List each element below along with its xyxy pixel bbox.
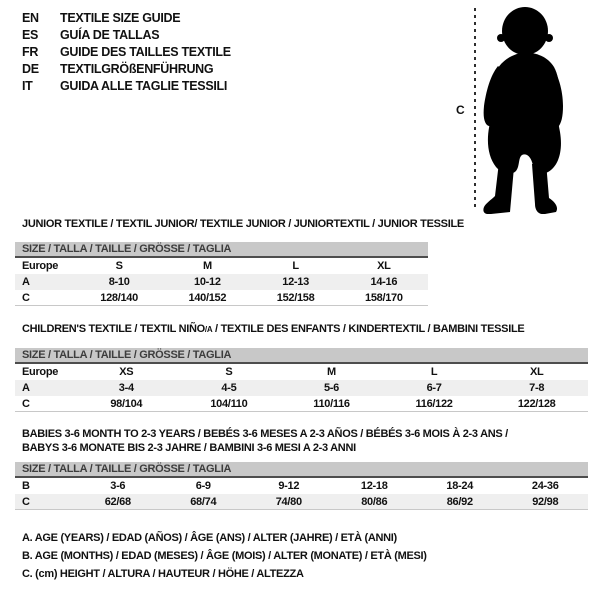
- table-row: [15, 364, 588, 380]
- language-code: ES: [22, 28, 39, 42]
- value-cell: 68/74: [190, 496, 217, 508]
- value-cell: 152/158: [276, 292, 315, 304]
- table-title-text: /A: [204, 325, 213, 334]
- value-cell: 122/128: [517, 398, 556, 410]
- language-code: FR: [22, 45, 39, 59]
- value-cell: 110/116: [313, 398, 350, 410]
- legend-note: B. AGE (MONTHS) / EDAD (MESES) / ÂGE (MOIS) / ALTER (MONATE) / ETÀ (MESI): [22, 550, 427, 562]
- language-title: TEXTILE SIZE GUIDE: [60, 11, 181, 25]
- row-label-cell: Europe: [22, 366, 59, 378]
- language-title: GUIDE DES TAILLES TEXTILE: [60, 45, 231, 59]
- value-cell: 7-8: [529, 382, 545, 394]
- table-row: [15, 380, 588, 396]
- language-code: IT: [22, 79, 33, 93]
- value-cell: 6-7: [426, 382, 442, 394]
- value-cell: 62/68: [104, 496, 131, 508]
- size-table-3: [15, 427, 588, 510]
- value-cell: S: [115, 260, 123, 272]
- language-title: GUÍA DE TALLAS: [60, 28, 160, 42]
- language-row: [22, 27, 231, 44]
- value-cell: 5-6: [323, 382, 339, 394]
- value-cell: 3-4: [118, 382, 134, 394]
- value-cell: 12-13: [282, 276, 309, 288]
- value-cell: M: [327, 366, 336, 378]
- height-measure-label: C: [456, 103, 465, 117]
- value-cell: 18-24: [446, 480, 474, 492]
- value-cell: 128/140: [100, 292, 138, 304]
- language-row: [22, 10, 231, 27]
- row-label-cell: C: [22, 496, 30, 508]
- table-row: [15, 258, 428, 274]
- table-title-line: [22, 217, 464, 231]
- value-cell: XL: [529, 366, 544, 378]
- table-row: [15, 396, 588, 412]
- size-header-bar: SIZE / TALLA / TAILLE / GRÖSSE / TAGLIA: [15, 242, 428, 258]
- value-cell: 14-16: [370, 276, 398, 288]
- value-cell: XS: [119, 366, 134, 378]
- language-code: DE: [22, 62, 39, 76]
- value-cell: 158/170: [365, 292, 403, 304]
- table-title: [15, 427, 588, 455]
- language-row: [22, 61, 231, 78]
- size-header-bar: SIZE / TALLA / TAILLE / GRÖSSE / TAGLIA: [15, 462, 588, 478]
- language-title: TEXTILGRÖßENFÜHRUNG: [60, 62, 214, 76]
- value-cell: S: [225, 366, 233, 378]
- language-row: [22, 44, 231, 61]
- value-cell: M: [202, 260, 212, 272]
- legend-note: C. (cm) HEIGHT / ALTURA / HAUTEUR / HÖHE / ALTEZZA: [22, 568, 304, 580]
- value-cell: 104/110: [210, 398, 248, 410]
- value-cell: 10-12: [194, 276, 221, 288]
- value-cell: 74/80: [275, 496, 302, 508]
- table-title: [15, 322, 588, 337]
- value-cell: 12-18: [360, 480, 388, 492]
- size-header-bar: SIZE / TALLA / TAILLE / GRÖSSE / TAGLIA: [15, 348, 588, 364]
- value-cell: 8-10: [108, 276, 130, 288]
- table-row: [15, 478, 588, 494]
- row-label-cell: A: [22, 382, 30, 394]
- value-cell: 24-36: [531, 480, 559, 492]
- table-title-text: BABIES 3-6 MONTH TO 2-3 YEARS / BEBÉS 3-6 MESES A 2-3 AÑOS / BÉBÉS 3-6 MOIS À 2-3 ANS /: [22, 428, 508, 440]
- language-title-list: [22, 10, 231, 95]
- baby-silhouette-icon: [483, 4, 595, 214]
- legend-note: A. AGE (YEARS) / EDAD (AÑOS) / ÂGE (ANS) / ALTER (JAHRE) / ETÀ (ANNI): [22, 532, 397, 544]
- row-label-cell: B: [22, 480, 30, 492]
- size-table-1: [15, 217, 464, 306]
- table-row: [15, 274, 428, 290]
- value-cell: L: [430, 366, 438, 378]
- legend-notes: [22, 529, 427, 583]
- row-label-cell: A: [22, 276, 30, 288]
- size-table-2: [15, 322, 588, 412]
- value-cell: 4-5: [221, 382, 237, 394]
- value-cell: 80/86: [361, 496, 388, 508]
- value-cell: 92/98: [532, 496, 559, 508]
- table-title-line: [22, 427, 588, 441]
- value-cell: 140/152: [188, 292, 227, 304]
- value-cell: 9-12: [278, 480, 300, 492]
- language-title: GUIDA ALLE TAGLIE TESSILI: [60, 79, 228, 93]
- value-cell: L: [292, 260, 299, 272]
- row-label-cell: C: [22, 292, 30, 304]
- value-cell: 86/92: [446, 496, 473, 508]
- table-title-line: [22, 322, 588, 337]
- table-row: [15, 494, 588, 510]
- table-title-text: CHILDREN'S TEXTILE / TEXTIL NIÑO: [22, 323, 205, 335]
- height-measure-line: [474, 8, 476, 207]
- table-title-line: [22, 441, 588, 455]
- row-label-cell: Europe: [22, 260, 59, 272]
- table-title: [15, 217, 464, 231]
- table-title-text: / TEXTILE DES ENFANTS / KINDERTEXTIL / BAMBINI TESSILE: [212, 323, 525, 335]
- language-code: EN: [22, 11, 39, 25]
- table-title-text: JUNIOR TEXTILE / TEXTIL JUNIOR/ TEXTILE JUNIOR / JUNIORTEXTIL / JUNIOR TESSILE: [22, 218, 464, 230]
- value-cell: 98/104: [110, 398, 143, 410]
- table-title-text: BABYS 3-6 MONATE BIS 2-3 JAHRE / BAMBINI 3-6 MESI A 2-3 ANNI: [22, 442, 356, 454]
- value-cell: 6-9: [195, 480, 211, 492]
- table-row: [15, 290, 428, 306]
- row-label-cell: C: [22, 398, 30, 410]
- language-row: [22, 78, 231, 95]
- value-cell: 116/122: [415, 398, 453, 410]
- value-cell: XL: [377, 260, 391, 272]
- value-cell: 3-6: [110, 480, 126, 492]
